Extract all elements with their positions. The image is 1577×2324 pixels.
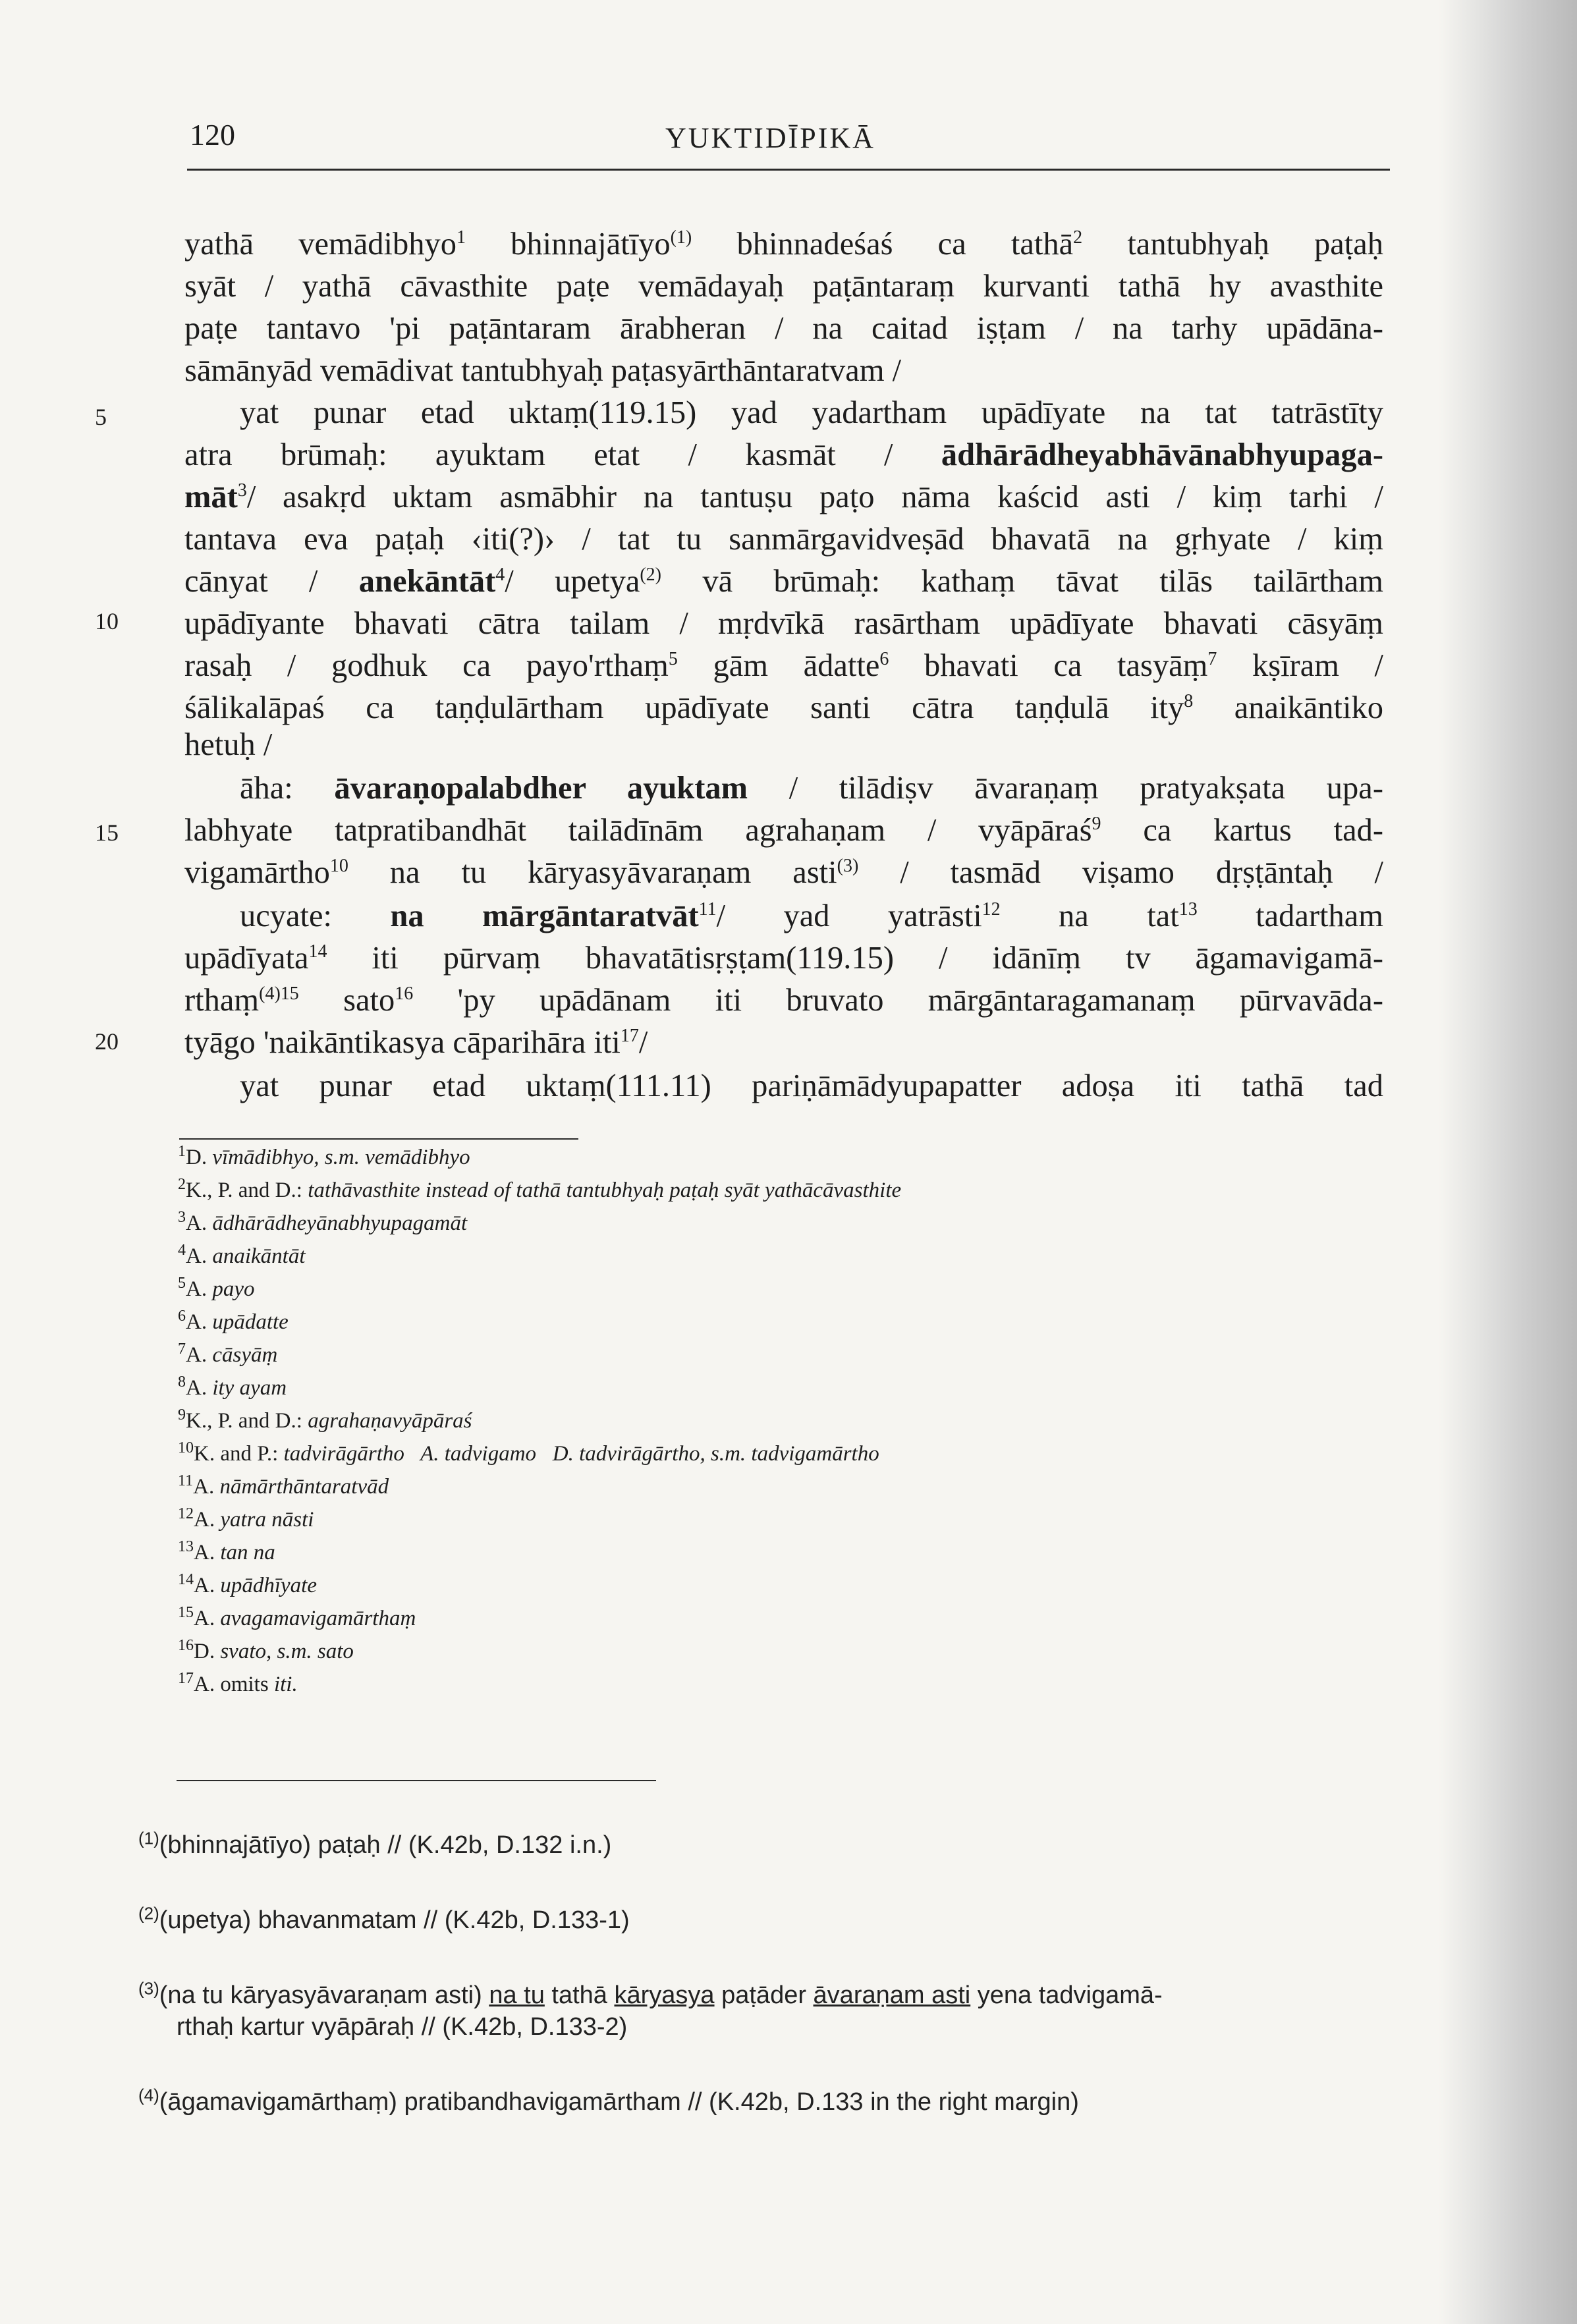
footnote-rule [179, 1138, 578, 1140]
footnote: $^7$A. cāsyāṃ [178, 1341, 278, 1367]
text-line: rthaṃ$^{(4)15}$ sato$^{16}$ 'py upādānam iti bruvato mārgāntaragamanaṃ pūrvavāda- [184, 983, 1383, 1018]
footnote: $^{16}$D. svato, s.m. sato [178, 1637, 354, 1663]
text-line: paṭe tantavo 'pi paṭāntaram ārabheran / na caitad iṣṭam / na tarhy upādāna- [184, 311, 1383, 346]
commentary-note-continuation: rthaḥ kartur vyāpāraḥ // (K.42b, D.133-2) [177, 2013, 628, 2041]
footnote: $^6$A. upādatte [178, 1308, 289, 1334]
text-line: upādīyante bhavati cātra tailam / mṛdvīkā rasārtham upādīyate bhavati cāsyāṃ [184, 606, 1383, 641]
commentary-note: $^{(2)}$(upetya) bhavanmatam // (K.42b, D.133-1) [138, 1903, 630, 1934]
footnote: $^9$K., P. and D.: agrahaṇavyāpāraś [178, 1406, 472, 1433]
footnote: $^{14}$A. upādhīyate [178, 1571, 317, 1597]
text-line: yathā vemādibhyo$^1$ bhinnajātīyo$^{(1)}$ bhinnadeśaś ca tathā$^2$ tantubhyaḥ paṭaḥ [184, 227, 1384, 262]
text-line: vigamārtho$^{10}$ na tu kāryasyāvaraṇam asti$^{(3)}$ / tasmād viṣamo dṛṣṭāntaḥ / [184, 855, 1383, 890]
text-line: yat punar etad uktaṃ(119.15) yad yadartham upādīyate na tat tatrāstīty [240, 395, 1383, 430]
page-number: 120 [190, 118, 235, 152]
scan-shadow [1439, 0, 1577, 2324]
line-number: 20 [95, 1028, 119, 1055]
commentary-rule [177, 1780, 656, 1781]
footnote: $^{13}$A. tan na [178, 1538, 275, 1564]
footnote: $^{11}$A. nāmārthāntaratvād [178, 1472, 389, 1499]
text-line: yat punar etad uktaṃ(111.11) pariṇāmādyupapatter adoṣa iti tathā tad [240, 1068, 1383, 1103]
text-line: upādīyata$^{14}$ iti pūrvaṃ bhavatātisṛṣṭam(119.15) / idānīṃ tv āgamavigamā- [184, 941, 1383, 976]
running-title: YUKTIDĪPIKĀ [665, 122, 875, 154]
text-line: rasaḥ / godhuk ca payo'rthaṃ$^5$ gām ādatte$^6$ bhavati ca tasyāṃ$^7$ kṣīram / [184, 648, 1384, 683]
footnote: $^{12}$A. yatra nāsti [178, 1505, 314, 1532]
text-line: śālikalāpaś ca taṇḍulārtham upādīyate santi cātra taṇḍulā ity$^8$ anaikāntiko [184, 690, 1383, 725]
footnote: $^4$A. anaikāntāt [178, 1242, 306, 1268]
footnote: $^1$D. vīmādibhyo, s.m. vemādibhyo [178, 1143, 470, 1169]
text-line: labhyate tatpratibandhāt tailādīnām agrahaṇam / vyāpāraś$^9$ ca kartus tad- [184, 813, 1383, 848]
commentary-note: $^{(4)}$(āgamavigamārthaṃ) pratibandhavigamārtham // (K.42b, D.133 in the right margin) [138, 2085, 1079, 2116]
text-line: sāmānyād vemādivat tantubhyaḥ paṭasyārthāntaratvam / [184, 353, 902, 388]
footnote: $^{17}$A. omits iti. [178, 1670, 298, 1696]
commentary-note: $^{(3)}$(na tu kāryasyāvaraṇam asti) na tu tathā kāryasya paṭāder āvaraṇam asti yena tadvigamā- [138, 1978, 1163, 2009]
text-line: tyāgo 'naikāntikasya cāparihāra iti$^{17}$/ [184, 1025, 648, 1060]
line-number: 5 [95, 404, 107, 430]
footnote: $^{15}$A. avagamavigamārthaṃ [178, 1604, 416, 1630]
text-line: atra brūmaḥ: ayuktam etat / kasmāt / ādhārādheyabhāvānabhyupaga- [184, 437, 1383, 472]
text-line: hetuḥ / [184, 727, 273, 762]
footnote: $^5$A. payo [178, 1275, 255, 1301]
footnote: $^{10}$K. and P.: tadvirāgārtho A. tadvigamo D. tadvirāgārtho, s.m. tadvigamārtho [178, 1439, 879, 1466]
footnote: $^8$A. ity ayam [178, 1373, 287, 1400]
text-line: ucyate: na mārgāntaratvāt$^{11}$/ yad yatrāsti$^{12}$ na tat$^{13}$ tadartham [240, 899, 1383, 933]
text-line: āha: āvaraṇopalabdher ayuktam / tilādiṣv āvaraṇaṃ pratyakṣata upa- [240, 771, 1383, 806]
text-line: tantava eva paṭaḥ ‹iti(?)› / tat tu sanmārgavidveṣād bhavatā na gṛhyate / kiṃ [184, 522, 1383, 557]
commentary-note: $^{(1)}$(bhinnajātīyo) paṭaḥ // (K.42b, D.132 i.n.) [138, 1828, 612, 1859]
text-line: cānyat / anekāntāt$^4$/ upetya$^{(2)}$ vā brūmaḥ: kathaṃ tāvat tilās tailārtham [184, 564, 1383, 599]
text-line: māt$^3$/ asakṛd uktam asmābhir na tantuṣu paṭo nāma kaścid asti / kiṃ tarhi / [184, 480, 1383, 514]
footnote: $^2$K., P. and D.: tathāvasthite instead of tathā tantubhyaḥ paṭaḥ syāt yathācāvasthite [178, 1176, 902, 1202]
footnote: $^3$A. ādhārādheyānabhyupagamāt [178, 1209, 468, 1235]
line-number: 10 [95, 608, 119, 634]
header-rule [187, 169, 1390, 171]
line-number: 15 [95, 819, 119, 846]
text-line: syāt / yathā cāvasthite paṭe vemādayaḥ paṭāntaraṃ kurvanti tathā hy avasthite [184, 269, 1383, 304]
